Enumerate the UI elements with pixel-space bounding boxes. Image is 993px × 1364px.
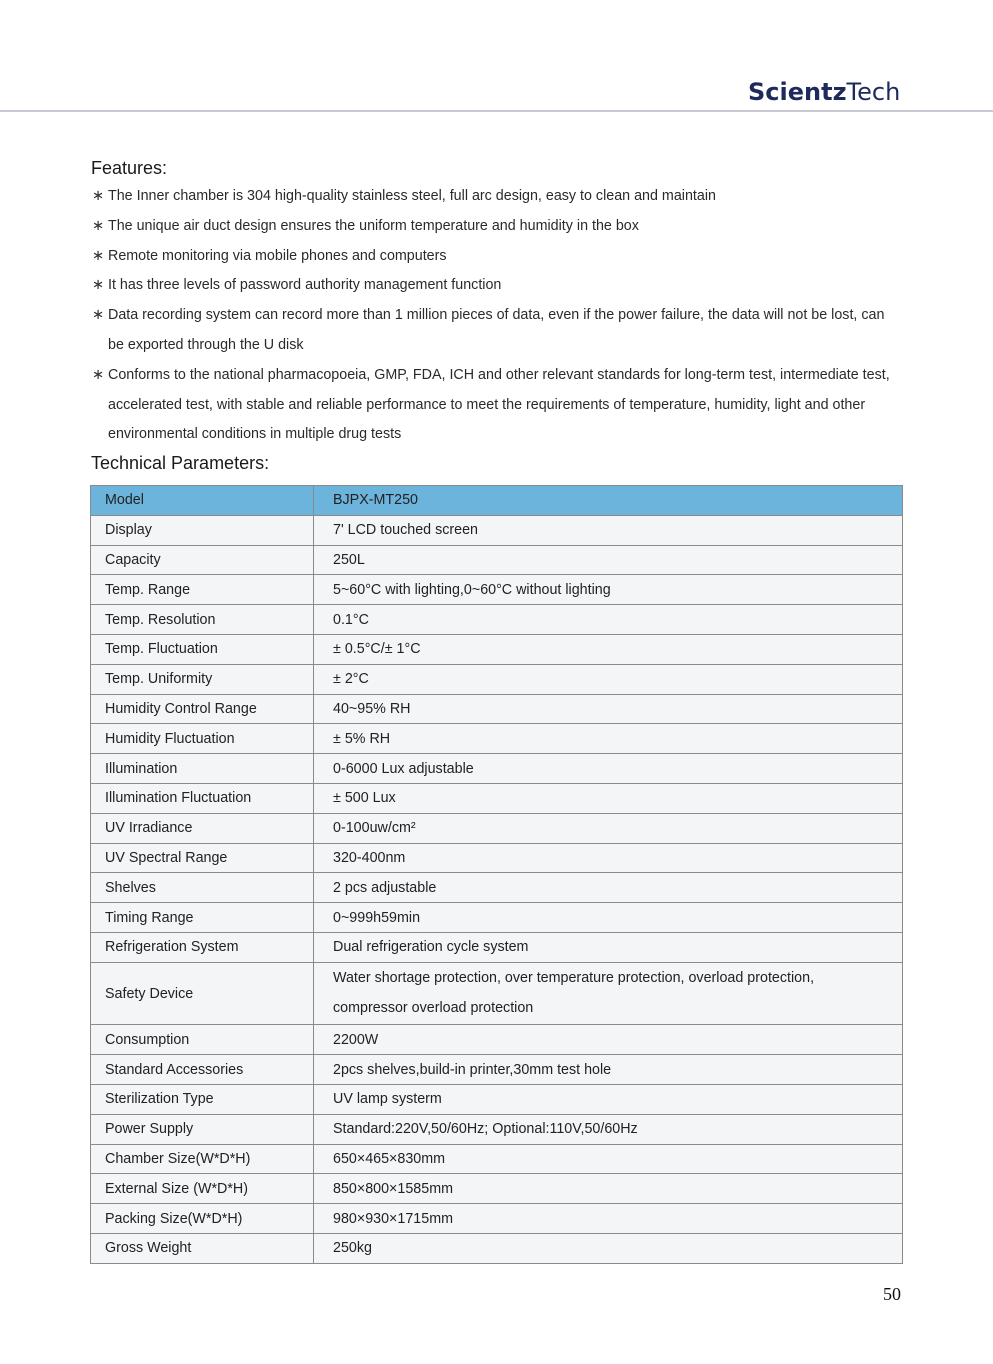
model-label: Model: [91, 486, 314, 516]
parameter-label: UV Irradiance: [91, 813, 314, 843]
parameter-label: Safety Device: [91, 962, 314, 1025]
parameter-label: Humidity Control Range: [91, 694, 314, 724]
parameter-value: 0-6000 Lux adjustable: [314, 754, 903, 784]
parameter-label: Humidity Fluctuation: [91, 724, 314, 754]
parameter-label: Sterilization Type: [91, 1084, 314, 1114]
table-row: [91, 1055, 903, 1085]
parameter-label: Packing Size(W*D*H): [91, 1204, 314, 1234]
table-row: [91, 783, 903, 813]
brand-logo-bold: Scientz: [748, 78, 847, 106]
asterisk-icon: ∗: [92, 277, 104, 294]
asterisk-icon: ∗: [92, 188, 104, 204]
table-row: [91, 1084, 903, 1114]
table-row: [91, 1144, 903, 1174]
parameter-value: ± 5% RH: [314, 724, 903, 754]
parameter-label: Consumption: [91, 1025, 314, 1055]
parameter-label: External Size (W*D*H): [91, 1174, 314, 1204]
parameter-value: 2pcs shelves,build-in printer,30mm test hole: [314, 1055, 903, 1085]
feature-item: ∗ Conforms to the national pharmacopoeia, GMP, FDA, ICH and other relevant standards for long-term test, intermediate test, accelerated test, with stable and reliable performance to meet the requirements of temperature, humidity, light and other environmental conditions in multiple drug tests: [92, 361, 902, 450]
parameter-value: 320-400nm: [314, 843, 903, 873]
asterisk-icon: ∗: [92, 366, 104, 383]
table-row: [91, 873, 903, 903]
table-row: [91, 694, 903, 724]
parameter-value: Water shortage protection, over temperature protection, overload protection, compressor overload protection: [314, 962, 903, 1025]
table-row: [91, 515, 903, 545]
page-number: 50: [883, 1284, 901, 1304]
table-row: [91, 1025, 903, 1055]
feature-item: ∗ Data recording system can record more than 1 million pieces of data, even if the power failure, the data will not be lost, can be exported through the U disk: [92, 301, 902, 361]
header-divider: [0, 110, 993, 112]
parameter-label: Temp. Range: [91, 575, 314, 605]
features-heading: Features:: [91, 158, 168, 178]
parameter-label: Capacity: [91, 545, 314, 575]
parameter-value: Standard:220V,50/60Hz; Optional:110V,50/60Hz: [314, 1114, 903, 1144]
table-row: [91, 932, 903, 962]
parameter-label: Power Supply: [91, 1114, 314, 1144]
parameter-value: ± 2°C: [314, 664, 903, 694]
parameter-label: Illumination: [91, 754, 314, 784]
table-row: [91, 962, 903, 1025]
table-row: [91, 664, 903, 694]
table-row: [91, 1204, 903, 1234]
parameter-label: Temp. Resolution: [91, 605, 314, 635]
brand-logo: [748, 78, 900, 106]
table-row: [91, 605, 903, 635]
table-row: [91, 813, 903, 843]
parameter-value: 980×930×1715mm: [314, 1204, 903, 1234]
parameter-value: 7' LCD touched screen: [314, 515, 903, 545]
table-row: [91, 754, 903, 784]
parameter-label: Display: [91, 515, 314, 545]
parameter-value: 5~60°C with lighting,0~60°C without lighting: [314, 575, 903, 605]
brand-logo-light: Tech: [846, 78, 901, 106]
parameter-value: 250L: [314, 545, 903, 575]
parameter-value: 0.1°C: [314, 605, 903, 635]
parameter-value: UV lamp systerm: [314, 1084, 903, 1114]
feature-item: ∗ It has three levels of password authority management function: [92, 271, 902, 301]
parameter-label: Shelves: [91, 873, 314, 903]
parameter-label: Illumination Fluctuation: [91, 783, 314, 813]
table-row: [91, 1233, 903, 1263]
asterisk-icon: ∗: [92, 217, 104, 234]
feature-item: ∗ The Inner chamber is 304 high-quality stainless steel, full arc design, easy to clean and maintain: [92, 182, 902, 212]
parameter-label: Timing Range: [91, 903, 314, 933]
table-row: [91, 545, 903, 575]
parameter-label: Temp. Uniformity: [91, 664, 314, 694]
parameter-label: Standard Accessories: [91, 1055, 314, 1085]
asterisk-icon: ∗: [92, 307, 104, 324]
table-row: [91, 634, 903, 664]
feature-item: ∗ Remote monitoring via mobile phones and computers: [92, 242, 902, 272]
table-header-row: [91, 486, 903, 516]
technical-parameters-table: [90, 485, 903, 1264]
parameter-value: 2 pcs adjustable: [314, 873, 903, 903]
table-row: [91, 575, 903, 605]
parameter-value: 0~999h59min: [314, 903, 903, 933]
parameter-value: 0-100uw/cm²: [314, 813, 903, 843]
parameter-label: Refrigeration System: [91, 932, 314, 962]
parameter-value: ± 500 Lux: [314, 783, 903, 813]
table-row: [91, 903, 903, 933]
parameter-label: Gross Weight: [91, 1233, 314, 1263]
table-row: [91, 843, 903, 873]
model-value: BJPX-MT250: [314, 486, 903, 516]
parameter-value: Dual refrigeration cycle system: [314, 932, 903, 962]
parameter-value: 40~95% RH: [314, 694, 903, 724]
table-row: [91, 1114, 903, 1144]
table-row: [91, 1174, 903, 1204]
technical-parameters-heading: Technical Parameters:: [91, 453, 270, 473]
parameter-label: Temp. Fluctuation: [91, 634, 314, 664]
parameter-value: ± 0.5°C/± 1°C: [314, 634, 903, 664]
parameter-value: 650×465×830mm: [314, 1144, 903, 1174]
parameter-value: 250kg: [314, 1233, 903, 1263]
asterisk-icon: ∗: [92, 247, 104, 264]
parameter-label: UV Spectral Range: [91, 843, 314, 873]
features-list: [92, 182, 902, 450]
table-row: [91, 724, 903, 754]
parameter-value: 850×800×1585mm: [314, 1174, 903, 1204]
parameter-value: 2200W: [314, 1025, 903, 1055]
parameter-label: Chamber Size(W*D*H): [91, 1144, 314, 1174]
feature-item: ∗ The unique air duct design ensures the uniform temperature and humidity in the box: [92, 212, 902, 242]
